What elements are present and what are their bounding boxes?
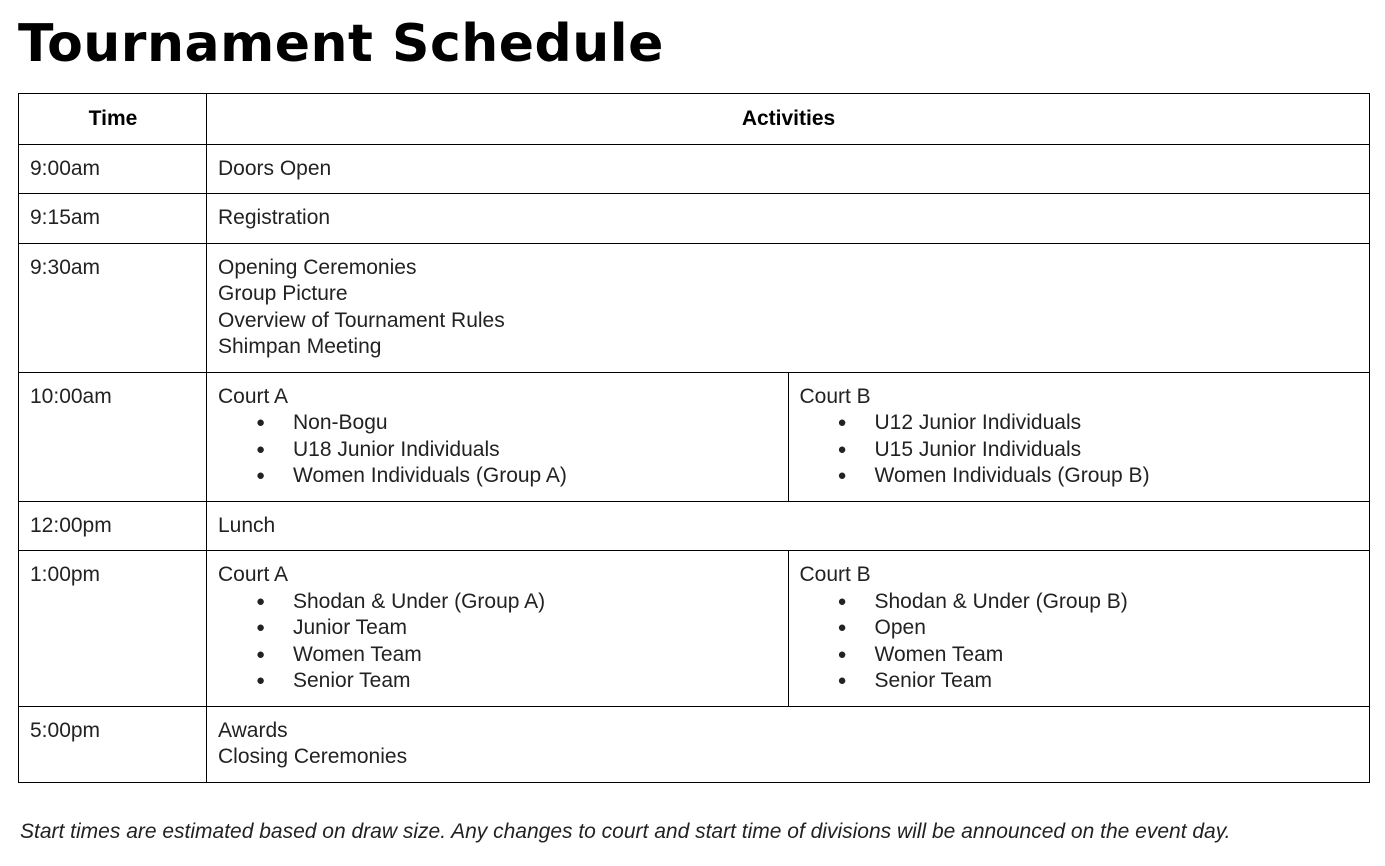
schedule-table [18, 93, 1370, 783]
activity-line: Opening Ceremonies [218, 255, 417, 279]
division-item: ● Women Team [800, 642, 1360, 669]
table-row [19, 501, 1370, 551]
division-item: ● U15 Junior Individuals [800, 437, 1360, 464]
time-cell: 1:00pm [19, 551, 207, 707]
court-label: Court A [218, 563, 289, 586]
activity-cell [207, 144, 1370, 194]
division-list [218, 589, 778, 695]
time-cell: 12:00pm [19, 501, 207, 551]
activity-cell [207, 501, 1370, 551]
activity-line: Doors Open [218, 156, 332, 180]
division-item: ● U12 Junior Individuals [800, 410, 1360, 437]
division-item: ● Women Individuals (Group B) [800, 463, 1360, 490]
court-label: Court B [799, 384, 871, 408]
page-title: Tournament Schedule [18, 14, 664, 74]
activity-cell [207, 243, 1370, 372]
table-row [19, 243, 1370, 372]
activity-line: Overview of Tournament Rules [218, 308, 505, 332]
table-row [19, 551, 1370, 707]
activity-cell [207, 706, 1370, 782]
division-item: ● Open [800, 615, 1360, 642]
header-activities: Activities [207, 94, 1370, 145]
time-cell: 9:30am [19, 243, 207, 372]
court-label: Court A [218, 384, 289, 408]
footnote: Start times are estimated based on draw size. Any changes to court and start time of divisions will be announced on the event day. [20, 820, 1231, 843]
division-list [800, 410, 1360, 490]
division-item: ● Non-Bogu [218, 410, 778, 437]
header-time: Time [19, 94, 207, 145]
time-cell: 5:00pm [19, 706, 207, 782]
division-item: ● Junior Team [218, 615, 778, 642]
time-cell: 10:00am [19, 372, 207, 501]
division-item: ● Senior Team [800, 668, 1360, 695]
activity-line: Closing Ceremonies [218, 745, 408, 768]
activity-line: Shimpan Meeting [218, 335, 382, 358]
division-item: ● Women Individuals (Group A) [218, 463, 778, 490]
division-item: ● Senior Team [218, 668, 778, 695]
court-label: Court B [799, 563, 871, 586]
division-item: ● Shodan & Under (Group B) [800, 589, 1360, 616]
time-cell: 9:00am [19, 144, 207, 194]
activity-line: Lunch [218, 513, 276, 537]
court-b-cell [788, 372, 1370, 501]
court-a-cell [207, 372, 789, 501]
division-item: ● Shodan & Under (Group A) [218, 589, 778, 616]
activity-line: Awards [218, 718, 288, 742]
table-row [19, 372, 1370, 501]
table-row [19, 706, 1370, 782]
activity-line: Registration [218, 206, 331, 229]
division-list [800, 589, 1360, 695]
division-item: ● Women Team [218, 642, 778, 669]
court-a-cell [207, 551, 789, 707]
activity-cell [207, 194, 1370, 244]
division-item: ● U18 Junior Individuals [218, 437, 778, 464]
court-b-cell [788, 551, 1370, 707]
table-row [19, 194, 1370, 244]
division-list [218, 410, 778, 490]
time-cell: 9:15am [19, 194, 207, 244]
activity-line: Group Picture [218, 282, 348, 305]
table-row [19, 144, 1370, 194]
table-header-row [19, 94, 1370, 145]
